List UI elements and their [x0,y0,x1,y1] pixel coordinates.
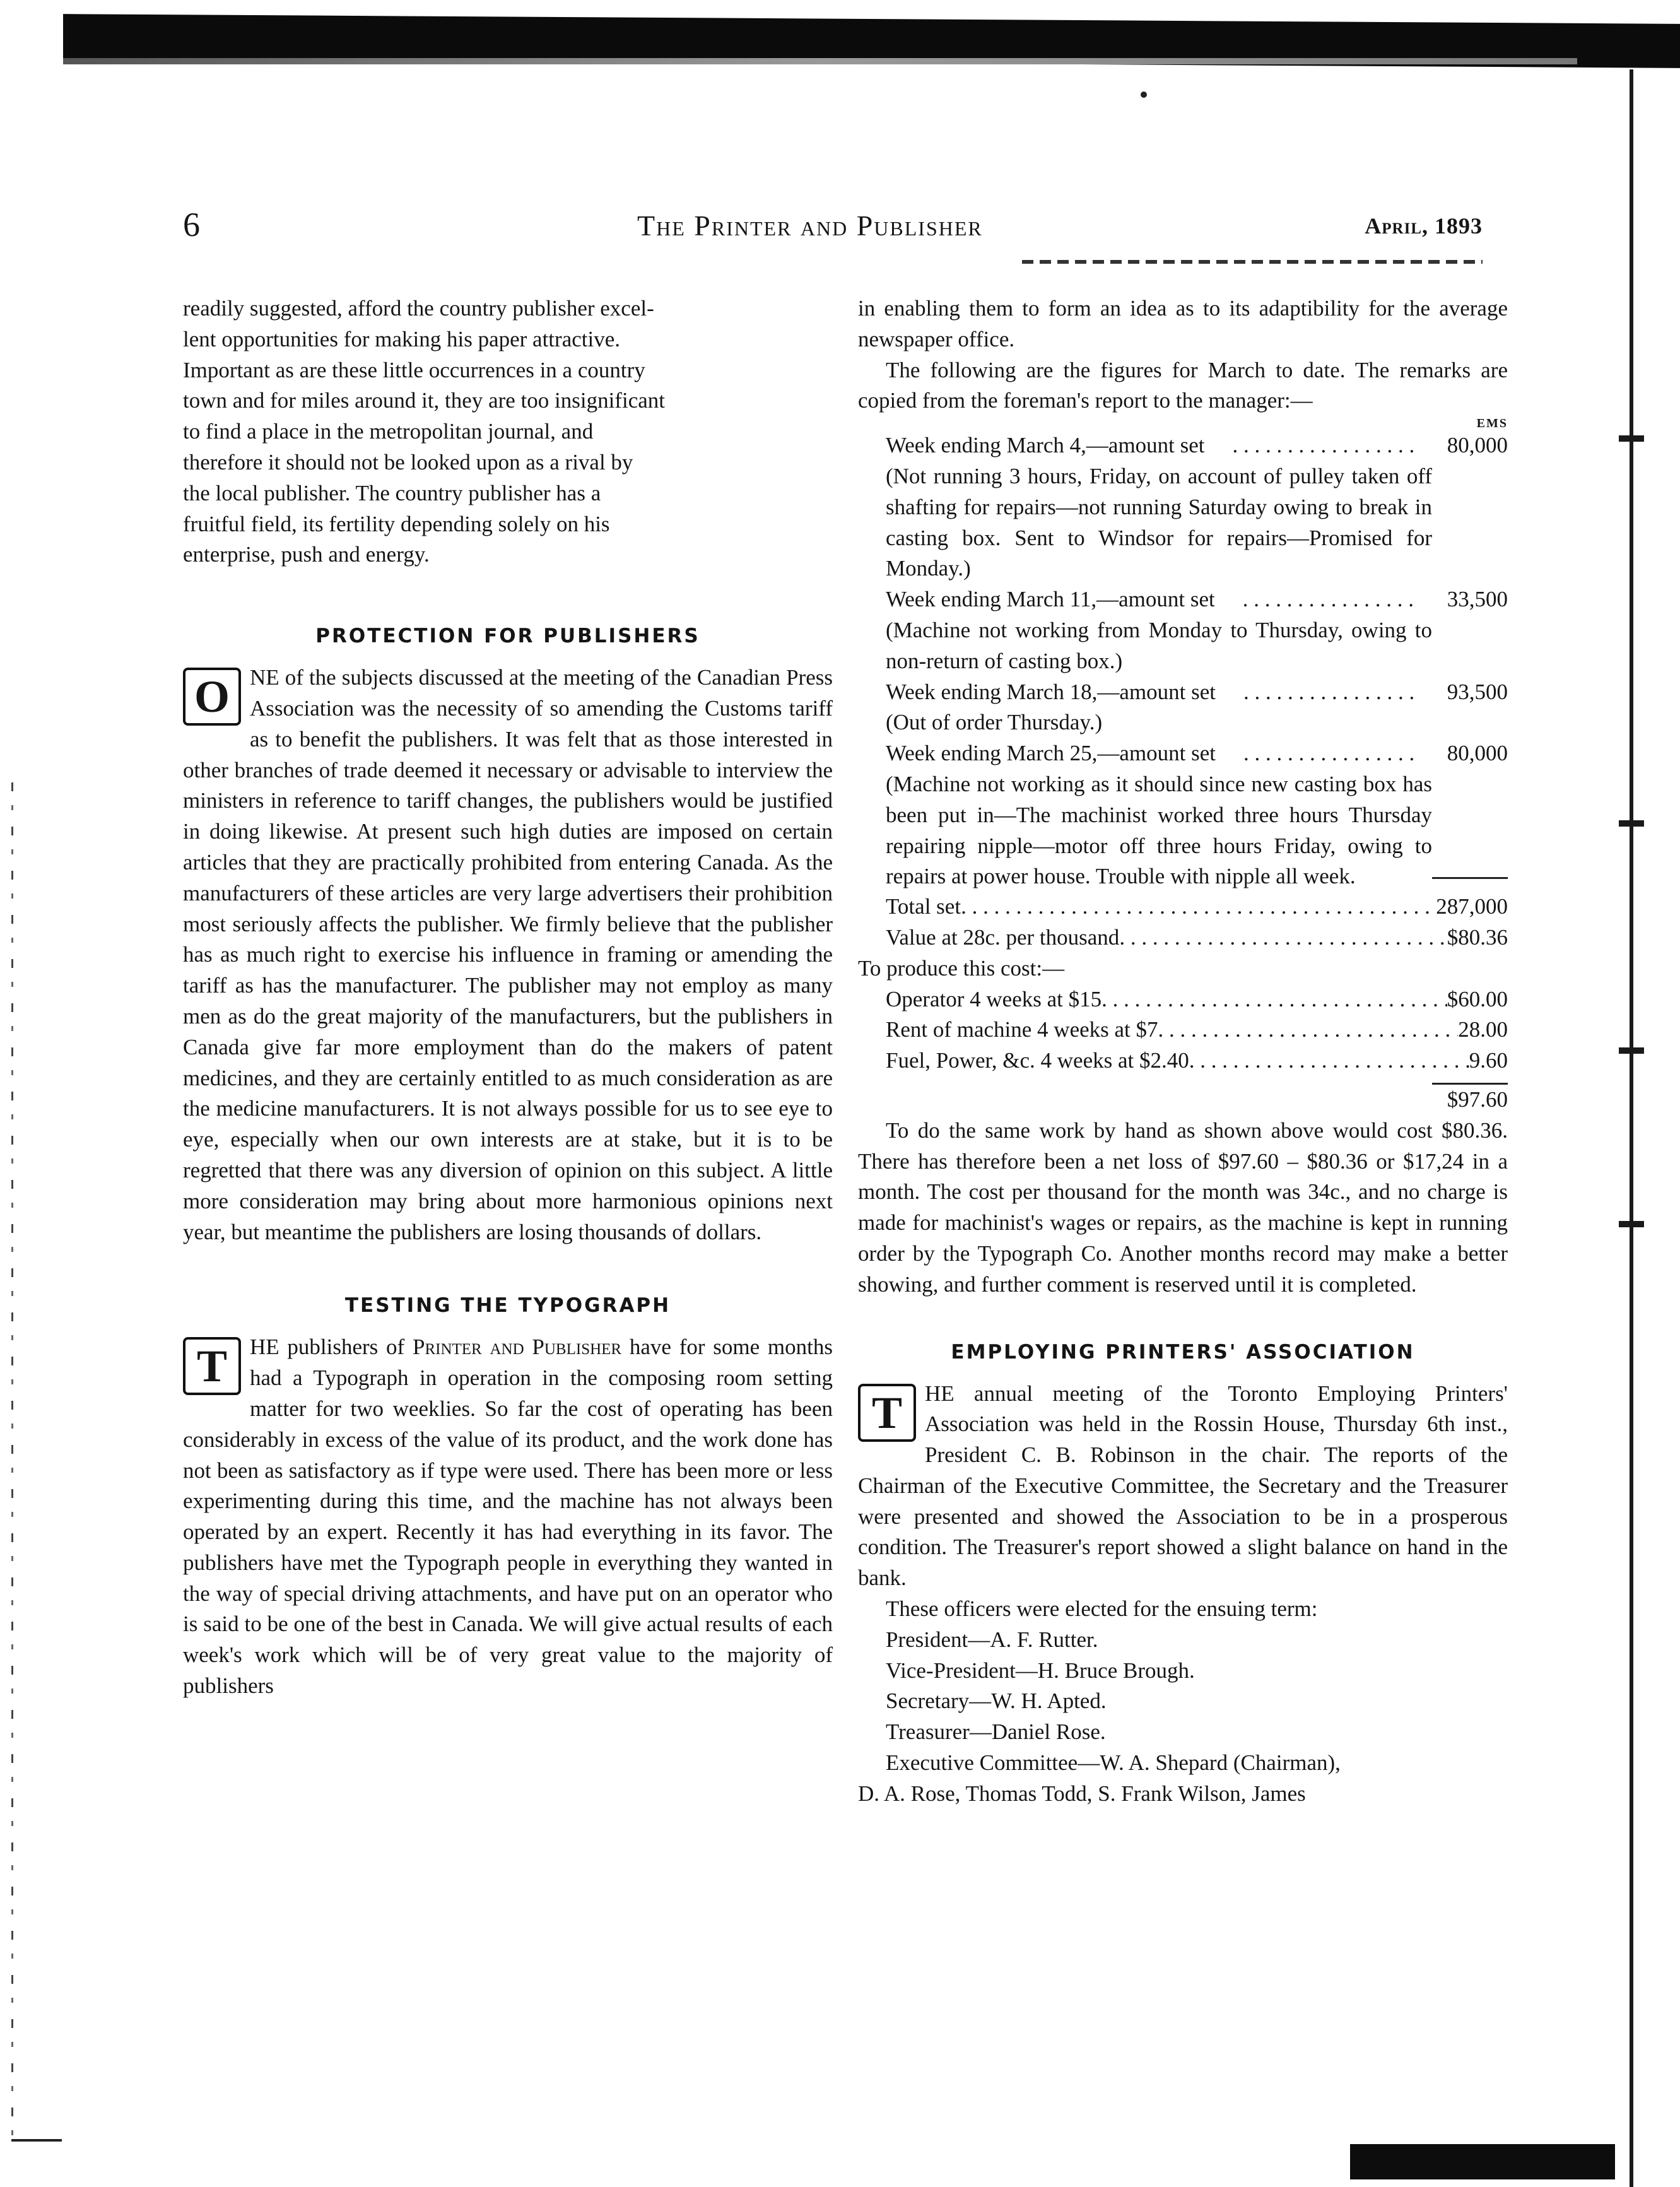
scan-edge-tick [1619,1047,1644,1054]
dropcap-o: O [183,668,241,726]
cost-intro: To produce this cost:— [858,955,1065,981]
cost-label: Rent of machine 4 weeks at $7 [886,1017,1158,1042]
sum-rule [1432,877,1508,879]
intro-line: therefore it should not be looked upon as a rival by [183,449,633,475]
value-label: Value at 28c. per thousand [886,924,1120,950]
scan-edge-tick [1619,435,1644,442]
cost-row [858,984,1508,1015]
conclusion-text: To do the same work by hand as shown above would cost $80.36. There has therefore been a net loss of $97.60 – $80.36 or $17,24 in a month. The cost per thousand for the month was 34c., and no charge is made for machinist's wages or repairs, as the machine is kept in running order by the Typograph Co. Another months record may make a better showing, and further comment is reserved until it is completed. [858,1117,1508,1297]
intro-line: to find a place in the metropolitan journal, and [183,419,594,444]
scan-left-edge [11,782,13,2139]
officer: Treasurer—Daniel Rose. [886,1719,1106,1745]
scan-bottom-edge [1350,2144,1615,2179]
scan-speck [1141,91,1147,98]
week-note: (Machine not working from Monday to Thursday, owing to non-return of casting box.) [886,617,1432,673]
left-column [183,293,833,1702]
week-row [858,677,1508,708]
cost-row [858,1015,1508,1046]
cost-row [858,1046,1508,1076]
intro-line: enterprise, push and energy. [183,542,430,567]
week-note: (Machine not working as it should since new casting box has been put in—The machinist worked three hours Thursday repairing nipple—motor off three hours Friday, owing to repairs at power house. Trouble with nipple all week. [886,771,1432,889]
week-row [858,430,1508,461]
value-amount: $80.36 [1447,924,1508,950]
dropcap-t: T [858,1384,916,1442]
association-heading: EMPLOYING PRINTERS' ASSOCIATION [951,1340,1415,1364]
scan-edge-tick [1619,1221,1644,1227]
officers-intro: These officers were elected for the ensuing term: [886,1596,1318,1622]
scan-edge-tick [1619,820,1644,827]
cost-value: 9.60 [1469,1048,1508,1073]
ems-label: EMS [1476,416,1508,431]
officer: President—A. F. Rutter. [886,1627,1098,1652]
typograph-text: have for some months had a Typograph in operation in the composing room setting matter for two weeklies. So far the cost of operating has been considerably in excess of the value of its product, and the work done has not been as satisfactory as if type were used. There has been more or less experimenting during this time, and the machine has not always been operated by an expert. Recently it has had everything in its favor. The publishers have met the Typograph people in everything they wanted in the way of special driving attachments, and have put on an operator who is said to be one of the best in Canada. We will give actual results of each week's work which will be of very great value to the majority of publishers [183,1335,833,1699]
association-text: HE annual meeting of the Toronto Employing Printers' Association was held in the Rossin House, Thursday 6th inst., President C. B. Robinson in the chair. The reports of the Chairman of the Executive Committee, the Secretary and the Treasurer were presented and showed the Association to be in a prosperous condition. The Treasurer's report showed a slight balance on hand in the bank. [858,1381,1508,1591]
intro-line: readily suggested, afford the country publisher excel- [183,296,654,321]
intro-line: the local publisher. The country publisher has a [183,480,601,505]
cost-value: 28.00 [1458,1017,1508,1042]
intro-line: Important as are these little occurrences in a country [183,357,645,382]
total-row [858,892,1508,923]
scan-top-shadow [63,58,1577,64]
right-column [858,293,1508,1810]
journal-name: Printer and Publisher [412,1335,622,1360]
scan-bottom-corner [11,2139,62,2142]
intro-line: town and for miles around it, they are too insignificant [183,388,665,413]
value-row [858,923,1508,953]
cost-value: $60.00 [1447,986,1508,1011]
total-label: Total set [886,894,961,919]
figures-intro: The following are the figures for March to date. The remarks are copied from the foreman's report to the manager:— [858,357,1508,413]
header-rule [1022,260,1483,264]
week-note: (Out of order Thursday.) [886,710,1103,735]
scan-right-edge [1630,69,1633,2187]
cost-label: Fuel, Power, &c. 4 weeks at $2.40 [886,1048,1189,1073]
week-label: Week ending March 25,—amount set [886,741,1216,766]
issue-date: April, 1893 [1365,213,1483,239]
officer: Vice-President—H. Bruce Brough. [886,1658,1195,1683]
association-article [858,1379,1508,1595]
typograph-lead: HE publishers of [250,1335,405,1360]
cost-label: Operator 4 weeks at $15 [886,986,1102,1011]
intro-line: fruitful field, its fertility depending solely on his [183,511,610,536]
protection-text: NE of the subjects discussed at the meeting of the Canadian Press Association was the necessity of so amending the Customs tariff as to benefit the publishers. It was felt that as those interested in other branches of trade deemed it necessary or advisable to interview the ministers in reference to tariff changes, the publishers would be justified in doing likewise. At present such high duties are imposed on certain articles that they are practically prohibited from entering Canada. As the manufacturers of these articles are very large advertisers their prohibition most seriously affects the publisher. We firmly believe that the publisher has as much right to exercise his influence in framing or amending the tariff as has the manufacturer. The publisher may not employ as many men as do the great majority of the manufacturers, but the publishers in Canada give far more employment than do the makers of patent medicines, and they are certainly entitled to as much consideration as are the medicine manufacturers. It is not always possible for us to see eye to eye, especially when our own interests are at stake, but it is to be regretted that there was any diversion of opinion on this subject. A little more consideration may bring about more harmonious opinions next year, but meantime the publishers are losing thousands of dollars. [183,665,833,1244]
intro-paragraph [183,293,833,570]
week-label: Week ending March 4,—amount set [886,433,1205,458]
week-label: Week ending March 11,—amount set [886,587,1215,612]
week-value: 33,500 [1447,587,1508,612]
week-row [858,738,1508,769]
dropcap-t: T [183,1337,241,1395]
officer: Secretary—W. H. Apted. [886,1689,1107,1714]
week-value: 80,000 [1447,741,1508,766]
protection-heading: PROTECTION FOR PUBLISHERS [315,625,700,648]
intro-line: lent opportunities for making his paper attractive. [183,326,620,351]
week-label: Week ending March 18,—amount set [886,679,1216,704]
cost-total: $97.60 [1447,1087,1508,1112]
journal-title: The Printer and Publisher [637,209,983,242]
week-value: 80,000 [1447,433,1508,458]
week-value: 93,500 [1447,679,1508,704]
executive-committee-cont: D. A. Rose, Thomas Todd, S. Frank Wilson, James [858,1781,1306,1806]
week-note: (Not running 3 hours, Friday, on account of pulley taken off shafting for repairs—not running Saturday owing to break in casting box. Sent to Windsor for repairs—Promised for Monday.) [886,463,1432,581]
executive-committee: Executive Committee—W. A. Shepard (Chairman), [886,1750,1341,1776]
typograph-heading: TESTING THE TYPOGRAPH [344,1294,671,1318]
page-number: 6 [183,206,200,244]
typograph-article [183,1332,833,1702]
running-head [183,205,1483,256]
week-row [858,584,1508,615]
total-value: 287,000 [1436,894,1508,919]
protection-article [183,663,833,1247]
continuation-text: in enabling them to form an idea as to its adaptibility for the average newspaper office. [858,296,1508,351]
